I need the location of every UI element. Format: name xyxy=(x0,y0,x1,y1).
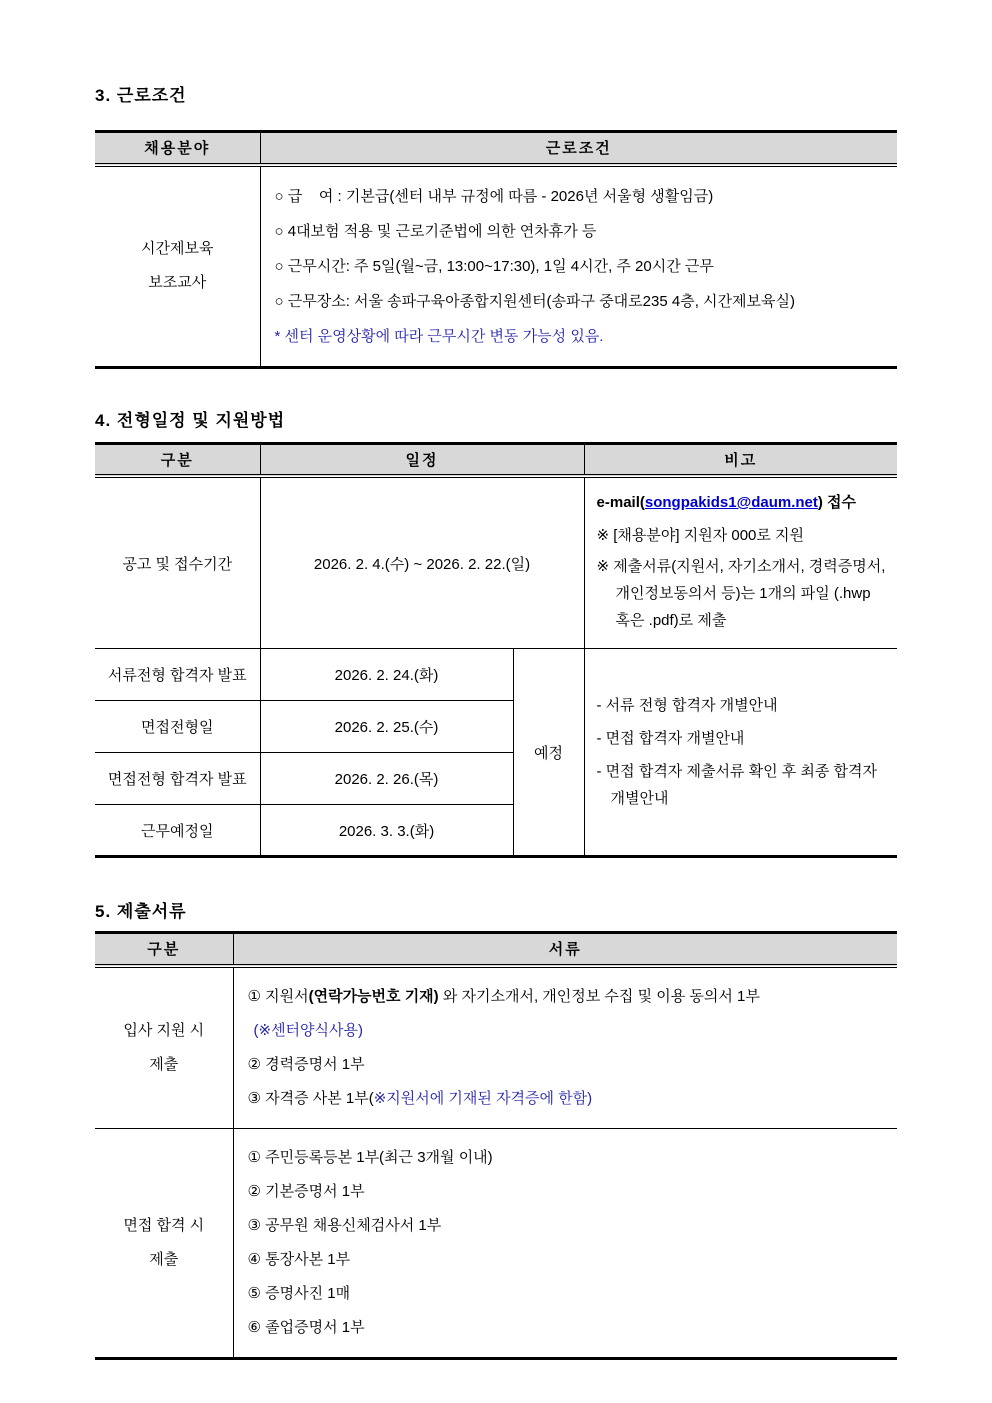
email-prefix: e-mail( xyxy=(596,494,645,511)
condition-note: * 센터 운영상황에 따라 근무시간 변동 가능성 있음. xyxy=(274,327,604,345)
header-category: 구분 xyxy=(95,933,233,966)
schedule-label: 면접전형일 xyxy=(95,701,260,753)
interview-doc-1: ① 주민등록등본 1부(최근 3개월 이내) xyxy=(247,1148,493,1166)
interview-label-line1: 면접 합격 시 xyxy=(123,1216,205,1234)
header-working-conditions: 근로조건 xyxy=(260,132,897,165)
schedule-label: 서류전형 합격자 발표 xyxy=(95,649,260,701)
schedule-label: 근무예정일 xyxy=(95,805,260,857)
email-suffix: ) 접수 xyxy=(817,494,857,511)
condition-location: ○ 근무장소: 서울 송파구육아종합지원센터(송파구 중대로235 4층, 시간제보육실) xyxy=(274,292,795,310)
interview-submission-row xyxy=(95,1128,897,1358)
interview-doc-6: ⑥ 졸업증명서 1부 xyxy=(247,1318,365,1336)
apply-doc-1-pre: ① 지원서 xyxy=(247,987,309,1005)
apply-note2: ※ 제출서류(지원서, 자기소개서, 경력증명서, 개인정보동의서 등)는 1개의 파일 (.hwp 혹은 .pdf)로 제출 xyxy=(596,558,886,629)
interview-doc-4: ④ 통장사본 1부 xyxy=(247,1250,351,1268)
apply-note1: ※ [채용분야] 지원자 000로 지원 xyxy=(596,527,805,544)
schedule-table xyxy=(95,442,897,859)
submission-documents-table xyxy=(95,931,897,1360)
announcement-remarks-cell xyxy=(584,476,897,649)
apply-doc-1-bold: (연락가능번호 기재) xyxy=(308,987,439,1005)
schedule-date: 2026. 2. 26.(목) xyxy=(260,753,513,805)
apply-doc-3-pre: ③ 자격증 사본 1부( xyxy=(247,1089,374,1107)
email-line xyxy=(597,488,890,518)
schedule-date: 2026. 3. 3.(화) xyxy=(260,805,513,857)
apply-doc-1 xyxy=(248,980,888,1014)
apply-doc-1-note: (※센터양식사용) xyxy=(253,1021,363,1039)
schedule-date: 2026. 2. 25.(수) xyxy=(260,701,513,753)
position-name-line2: 보조교사 xyxy=(148,274,207,291)
apply-doc-3-note: ※지원서에 기재된 자격증에 한함) xyxy=(373,1089,593,1107)
apply-submission-row xyxy=(95,966,897,1129)
header-documents: 서류 xyxy=(233,933,897,966)
position-name-line1: 시간제보육 xyxy=(141,240,214,257)
working-conditions-table xyxy=(95,130,897,369)
interview-submission-label xyxy=(95,1128,233,1358)
apply-documents-cell xyxy=(233,966,897,1129)
email-link[interactable]: songpakids1@daum.net xyxy=(644,494,818,511)
header-category: 구분 xyxy=(95,443,260,476)
interview-label-line2: 제출 xyxy=(149,1250,179,1268)
working-conditions-row xyxy=(95,165,897,368)
condition-hours: ○ 근무시간: 주 5일(월~금, 13:00~17:30), 1일 4시간, 주 20시간 근무 xyxy=(274,257,714,275)
announcement-row xyxy=(95,476,897,649)
section3-title: 3. 근로조건 xyxy=(95,86,187,105)
schedule-row-document-pass xyxy=(95,649,897,701)
interview-doc-3: ③ 공무원 채용신체검사서 1부 xyxy=(247,1216,442,1234)
schedule-remarks-cell xyxy=(584,649,897,857)
announcement-label: 공고 및 접수기간 xyxy=(122,555,233,573)
schedule-label: 면접전형 합격자 발표 xyxy=(95,753,260,805)
schedule-date: 2026. 2. 24.(화) xyxy=(260,649,513,701)
interview-documents-cell xyxy=(233,1128,897,1358)
remark-doc-pass: - 서류 전형 합격자 개별안내 xyxy=(596,697,778,714)
section4-title: 4. 전형일정 및 지원방법 xyxy=(95,410,286,430)
apply-doc-2: ② 경력증명서 1부 xyxy=(247,1055,365,1073)
documents-header-row xyxy=(95,933,897,966)
interview-doc-5: ⑤ 증명사진 1매 xyxy=(247,1284,351,1302)
apply-label-line2: 제출 xyxy=(149,1055,179,1073)
remark-final-pass: - 면접 합격자 제출서류 확인 후 최종 합격자 개별안내 xyxy=(596,763,878,807)
header-schedule: 일정 xyxy=(260,443,584,476)
condition-insurance: ○ 4대보험 적용 및 근로기준법에 의한 연차휴가 등 xyxy=(274,222,597,240)
announcement-period: 2026. 2. 4.(수) ~ 2026. 2. 22.(일) xyxy=(260,476,584,649)
header-remarks: 비고 xyxy=(584,443,897,476)
apply-doc-1-post: 와 자기소개서, 개인정보 수집 및 이용 동의서 1부 xyxy=(438,987,760,1005)
condition-salary: ○ 급 여 : 기본급(센터 내부 규정에 따름 - 2026년 서울형 생활임금) xyxy=(274,187,714,205)
status-cell: 예정 xyxy=(513,649,584,857)
schedule-header-row xyxy=(95,443,897,476)
interview-doc-2: ② 기본증명서 1부 xyxy=(247,1182,365,1200)
header-recruit-field: 채용분야 xyxy=(95,132,260,165)
conditions-cell xyxy=(260,165,897,368)
section5-title: 5. 제출서류 xyxy=(95,902,187,921)
working-conditions-header-row xyxy=(95,132,897,165)
remark-interview-pass: - 면접 합격자 개별안내 xyxy=(596,730,745,747)
position-cell xyxy=(95,165,260,368)
apply-label-line1: 입사 지원 시 xyxy=(123,1021,205,1039)
apply-doc-3 xyxy=(248,1082,888,1116)
apply-submission-label xyxy=(95,966,233,1129)
